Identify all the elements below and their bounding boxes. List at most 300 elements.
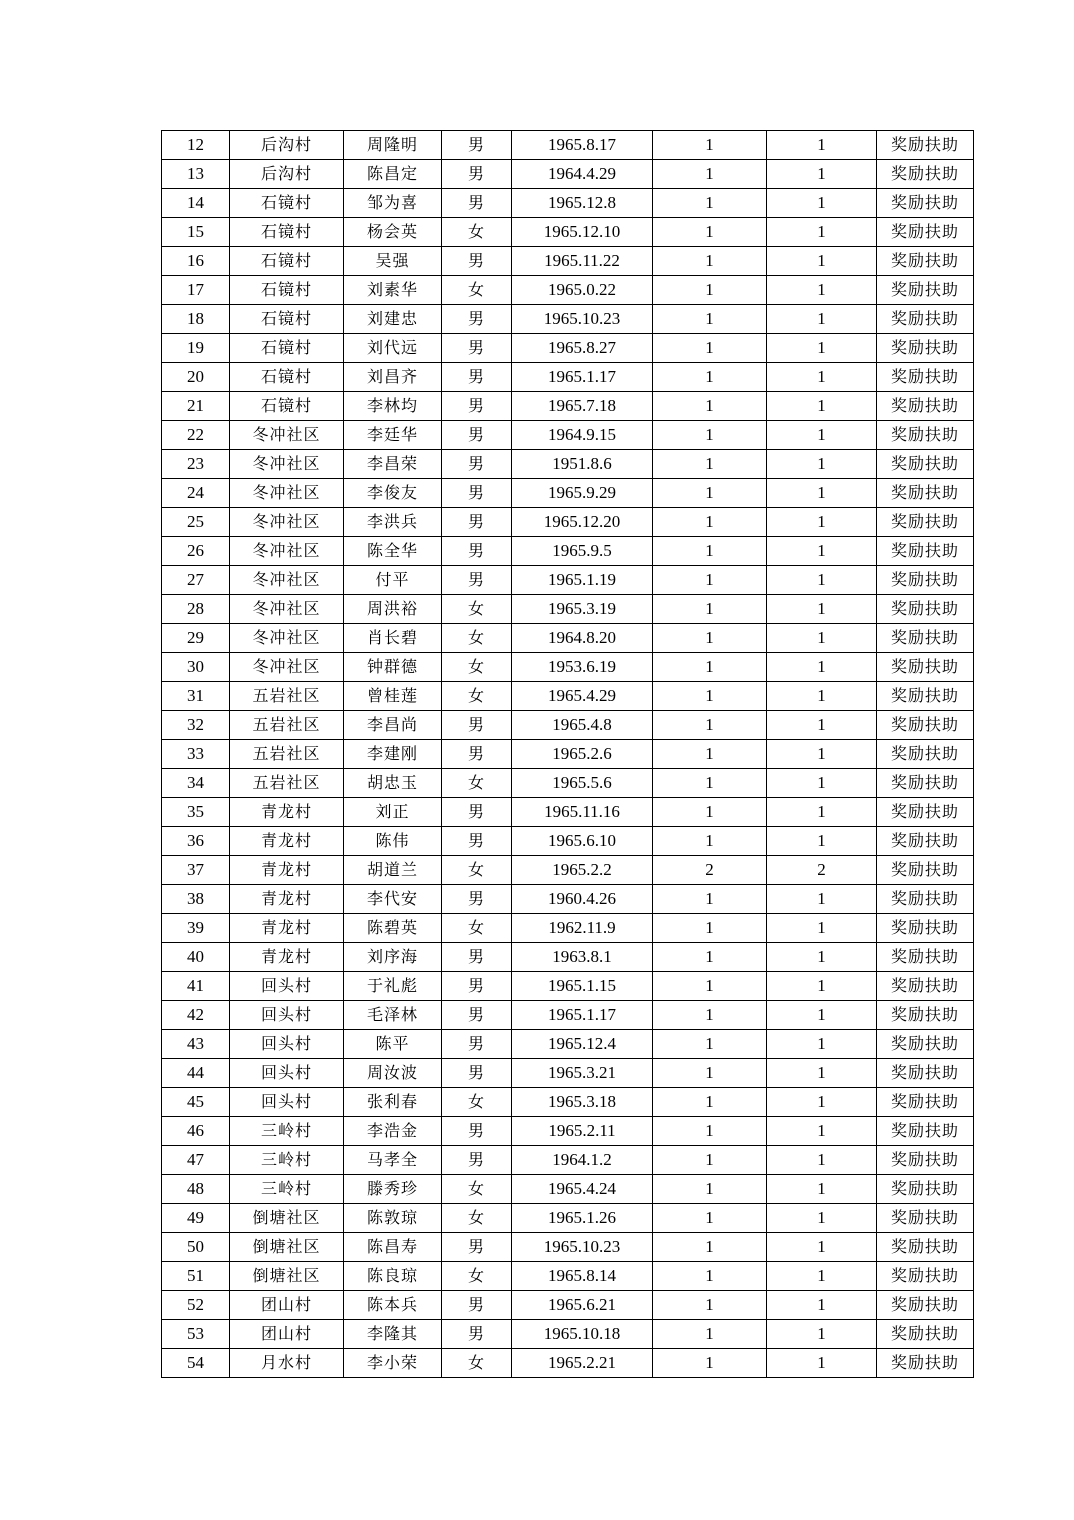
cell-count-b: 1 [767, 247, 877, 276]
cell-birth-date: 1965.12.4 [512, 1030, 653, 1059]
cell-count-a: 1 [653, 479, 767, 508]
cell-village: 三岭村 [230, 1146, 344, 1175]
cell-count-b: 1 [767, 972, 877, 1001]
cell-name: 马孝全 [344, 1146, 442, 1175]
cell-village: 三岭村 [230, 1175, 344, 1204]
cell-count-b: 1 [767, 537, 877, 566]
cell-count-a: 1 [653, 1291, 767, 1320]
table-row [162, 218, 974, 247]
table-row [162, 450, 974, 479]
cell-count-a: 1 [653, 769, 767, 798]
cell-count-a: 1 [653, 131, 767, 160]
cell-gender: 男 [442, 508, 512, 537]
cell-name: 陈昌定 [344, 160, 442, 189]
cell-support-type: 奖励扶助 [877, 1146, 974, 1175]
cell-name: 刘建忠 [344, 305, 442, 334]
cell-support-type: 奖励扶助 [877, 1291, 974, 1320]
cell-gender: 女 [442, 653, 512, 682]
cell-count-b: 1 [767, 450, 877, 479]
cell-count-b: 1 [767, 276, 877, 305]
cell-count-a: 1 [653, 798, 767, 827]
cell-name: 李俊友 [344, 479, 442, 508]
table-row [162, 1146, 974, 1175]
cell-count-b: 1 [767, 1175, 877, 1204]
cell-gender: 男 [442, 421, 512, 450]
cell-gender: 女 [442, 856, 512, 885]
cell-gender: 男 [442, 392, 512, 421]
cell-row-number: 37 [162, 856, 230, 885]
cell-gender: 男 [442, 711, 512, 740]
cell-count-a: 1 [653, 1262, 767, 1291]
cell-birth-date: 1963.8.1 [512, 943, 653, 972]
cell-gender: 女 [442, 624, 512, 653]
cell-support-type: 奖励扶助 [877, 595, 974, 624]
table-row [162, 972, 974, 1001]
cell-support-type: 奖励扶助 [877, 1030, 974, 1059]
cell-support-type: 奖励扶助 [877, 769, 974, 798]
cell-gender: 女 [442, 914, 512, 943]
cell-village: 石镜村 [230, 392, 344, 421]
cell-name: 胡道兰 [344, 856, 442, 885]
cell-gender: 男 [442, 798, 512, 827]
table-row [162, 189, 974, 218]
cell-count-a: 1 [653, 537, 767, 566]
cell-row-number: 17 [162, 276, 230, 305]
cell-birth-date: 1962.11.9 [512, 914, 653, 943]
cell-gender: 男 [442, 827, 512, 856]
cell-gender: 男 [442, 943, 512, 972]
table-row [162, 247, 974, 276]
cell-row-number: 14 [162, 189, 230, 218]
cell-village: 冬冲社区 [230, 479, 344, 508]
cell-birth-date: 1965.8.17 [512, 131, 653, 160]
cell-count-a: 1 [653, 421, 767, 450]
cell-support-type: 奖励扶助 [877, 827, 974, 856]
cell-name: 周洪裕 [344, 595, 442, 624]
table-row [162, 856, 974, 885]
cell-support-type: 奖励扶助 [877, 798, 974, 827]
cell-support-type: 奖励扶助 [877, 1088, 974, 1117]
cell-row-number: 42 [162, 1001, 230, 1030]
cell-village: 石镜村 [230, 305, 344, 334]
cell-count-a: 1 [653, 1349, 767, 1378]
cell-gender: 男 [442, 305, 512, 334]
cell-count-b: 1 [767, 1117, 877, 1146]
cell-gender: 男 [442, 131, 512, 160]
cell-name: 胡忠玉 [344, 769, 442, 798]
cell-gender: 男 [442, 1291, 512, 1320]
cell-name: 于礼彪 [344, 972, 442, 1001]
cell-count-b: 1 [767, 885, 877, 914]
cell-birth-date: 1965.5.6 [512, 769, 653, 798]
cell-support-type: 奖励扶助 [877, 1320, 974, 1349]
cell-birth-date: 1965.9.29 [512, 479, 653, 508]
table-row [162, 1233, 974, 1262]
cell-support-type: 奖励扶助 [877, 1204, 974, 1233]
records-table [161, 130, 974, 1378]
cell-support-type: 奖励扶助 [877, 160, 974, 189]
cell-support-type: 奖励扶助 [877, 1233, 974, 1262]
cell-row-number: 34 [162, 769, 230, 798]
cell-gender: 男 [442, 1117, 512, 1146]
cell-village: 石镜村 [230, 247, 344, 276]
table-body [162, 131, 974, 1378]
cell-count-b: 1 [767, 595, 877, 624]
cell-birth-date: 1965.0.22 [512, 276, 653, 305]
cell-row-number: 44 [162, 1059, 230, 1088]
cell-name: 周隆明 [344, 131, 442, 160]
cell-support-type: 奖励扶助 [877, 189, 974, 218]
cell-gender: 男 [442, 450, 512, 479]
cell-row-number: 49 [162, 1204, 230, 1233]
cell-row-number: 24 [162, 479, 230, 508]
cell-row-number: 21 [162, 392, 230, 421]
cell-row-number: 47 [162, 1146, 230, 1175]
cell-support-type: 奖励扶助 [877, 218, 974, 247]
cell-gender: 女 [442, 218, 512, 247]
cell-village: 月水村 [230, 1349, 344, 1378]
cell-support-type: 奖励扶助 [877, 972, 974, 1001]
cell-gender: 男 [442, 566, 512, 595]
cell-birth-date: 1965.9.5 [512, 537, 653, 566]
cell-village: 团山村 [230, 1320, 344, 1349]
cell-count-b: 1 [767, 566, 877, 595]
cell-support-type: 奖励扶助 [877, 1262, 974, 1291]
cell-count-a: 1 [653, 1088, 767, 1117]
cell-support-type: 奖励扶助 [877, 566, 974, 595]
cell-count-b: 2 [767, 856, 877, 885]
cell-gender: 女 [442, 1175, 512, 1204]
cell-row-number: 41 [162, 972, 230, 1001]
cell-name: 李昌荣 [344, 450, 442, 479]
cell-village: 冬冲社区 [230, 537, 344, 566]
cell-village: 后沟村 [230, 131, 344, 160]
cell-name: 刘素华 [344, 276, 442, 305]
table-row [162, 885, 974, 914]
table-row [162, 566, 974, 595]
cell-row-number: 19 [162, 334, 230, 363]
cell-count-b: 1 [767, 1233, 877, 1262]
cell-support-type: 奖励扶助 [877, 363, 974, 392]
cell-name: 李廷华 [344, 421, 442, 450]
cell-row-number: 54 [162, 1349, 230, 1378]
cell-birth-date: 1965.6.21 [512, 1291, 653, 1320]
table-row [162, 1204, 974, 1233]
cell-village: 倒塘社区 [230, 1262, 344, 1291]
cell-name: 陈伟 [344, 827, 442, 856]
cell-birth-date: 1965.12.20 [512, 508, 653, 537]
cell-name: 毛泽林 [344, 1001, 442, 1030]
cell-birth-date: 1965.8.27 [512, 334, 653, 363]
cell-count-a: 1 [653, 1320, 767, 1349]
cell-name: 滕秀珍 [344, 1175, 442, 1204]
cell-birth-date: 1953.6.19 [512, 653, 653, 682]
cell-row-number: 22 [162, 421, 230, 450]
table-row [162, 1291, 974, 1320]
cell-count-b: 1 [767, 1320, 877, 1349]
cell-count-a: 1 [653, 508, 767, 537]
cell-name: 李浩金 [344, 1117, 442, 1146]
cell-support-type: 奖励扶助 [877, 740, 974, 769]
cell-birth-date: 1965.1.17 [512, 1001, 653, 1030]
cell-count-a: 1 [653, 1001, 767, 1030]
cell-birth-date: 1965.10.23 [512, 1233, 653, 1262]
table-row [162, 1088, 974, 1117]
cell-row-number: 23 [162, 450, 230, 479]
cell-count-a: 1 [653, 1204, 767, 1233]
cell-count-b: 1 [767, 421, 877, 450]
cell-name: 肖长碧 [344, 624, 442, 653]
cell-gender: 男 [442, 1233, 512, 1262]
cell-count-b: 1 [767, 740, 877, 769]
cell-row-number: 48 [162, 1175, 230, 1204]
cell-gender: 男 [442, 537, 512, 566]
cell-row-number: 25 [162, 508, 230, 537]
cell-row-number: 32 [162, 711, 230, 740]
table-row [162, 305, 974, 334]
cell-count-a: 1 [653, 566, 767, 595]
cell-support-type: 奖励扶助 [877, 508, 974, 537]
cell-row-number: 45 [162, 1088, 230, 1117]
cell-row-number: 52 [162, 1291, 230, 1320]
cell-support-type: 奖励扶助 [877, 450, 974, 479]
cell-count-b: 1 [767, 189, 877, 218]
cell-birth-date: 1965.3.18 [512, 1088, 653, 1117]
cell-birth-date: 1965.12.8 [512, 189, 653, 218]
cell-birth-date: 1965.4.24 [512, 1175, 653, 1204]
cell-name: 刘序海 [344, 943, 442, 972]
cell-count-a: 1 [653, 247, 767, 276]
table-row [162, 595, 974, 624]
cell-row-number: 51 [162, 1262, 230, 1291]
cell-gender: 男 [442, 160, 512, 189]
table-row [162, 653, 974, 682]
cell-support-type: 奖励扶助 [877, 624, 974, 653]
cell-village: 冬冲社区 [230, 450, 344, 479]
cell-birth-date: 1965.4.29 [512, 682, 653, 711]
cell-gender: 女 [442, 1204, 512, 1233]
cell-support-type: 奖励扶助 [877, 1059, 974, 1088]
table-row [162, 363, 974, 392]
cell-row-number: 15 [162, 218, 230, 247]
cell-row-number: 40 [162, 943, 230, 972]
cell-row-number: 50 [162, 1233, 230, 1262]
cell-village: 回头村 [230, 1001, 344, 1030]
table-row [162, 769, 974, 798]
cell-support-type: 奖励扶助 [877, 537, 974, 566]
table-row [162, 160, 974, 189]
cell-count-a: 1 [653, 885, 767, 914]
cell-birth-date: 1965.1.26 [512, 1204, 653, 1233]
cell-count-b: 1 [767, 305, 877, 334]
cell-support-type: 奖励扶助 [877, 711, 974, 740]
cell-village: 五岩社区 [230, 682, 344, 711]
cell-count-a: 1 [653, 1030, 767, 1059]
cell-row-number: 33 [162, 740, 230, 769]
cell-birth-date: 1964.4.29 [512, 160, 653, 189]
cell-support-type: 奖励扶助 [877, 1175, 974, 1204]
cell-name: 李代安 [344, 885, 442, 914]
cell-birth-date: 1965.8.14 [512, 1262, 653, 1291]
cell-village: 倒塘社区 [230, 1233, 344, 1262]
cell-row-number: 26 [162, 537, 230, 566]
cell-village: 青龙村 [230, 827, 344, 856]
cell-gender: 女 [442, 1088, 512, 1117]
table-row [162, 827, 974, 856]
cell-village: 石镜村 [230, 276, 344, 305]
table-row [162, 1262, 974, 1291]
cell-count-b: 1 [767, 1204, 877, 1233]
table-row [162, 334, 974, 363]
cell-count-a: 1 [653, 160, 767, 189]
cell-birth-date: 1964.9.15 [512, 421, 653, 450]
cell-count-a: 1 [653, 189, 767, 218]
cell-row-number: 36 [162, 827, 230, 856]
table-row [162, 479, 974, 508]
cell-count-a: 1 [653, 740, 767, 769]
cell-village: 青龙村 [230, 798, 344, 827]
table-row [162, 798, 974, 827]
cell-name: 付平 [344, 566, 442, 595]
cell-count-b: 1 [767, 827, 877, 856]
table-row [162, 1175, 974, 1204]
table-row [162, 508, 974, 537]
cell-count-b: 1 [767, 1146, 877, 1175]
cell-name: 陈本兵 [344, 1291, 442, 1320]
cell-row-number: 28 [162, 595, 230, 624]
cell-count-b: 1 [767, 624, 877, 653]
cell-gender: 女 [442, 769, 512, 798]
table-row [162, 1030, 974, 1059]
cell-count-a: 1 [653, 363, 767, 392]
cell-row-number: 30 [162, 653, 230, 682]
cell-birth-date: 1965.2.6 [512, 740, 653, 769]
cell-count-b: 1 [767, 131, 877, 160]
cell-village: 青龙村 [230, 856, 344, 885]
cell-count-a: 1 [653, 334, 767, 363]
cell-village: 冬冲社区 [230, 508, 344, 537]
cell-village: 冬冲社区 [230, 595, 344, 624]
cell-birth-date: 1965.2.2 [512, 856, 653, 885]
table-row [162, 740, 974, 769]
cell-birth-date: 1965.4.8 [512, 711, 653, 740]
cell-village: 倒塘社区 [230, 1204, 344, 1233]
cell-count-b: 1 [767, 334, 877, 363]
cell-gender: 男 [442, 1030, 512, 1059]
cell-name: 李建刚 [344, 740, 442, 769]
cell-village: 冬冲社区 [230, 566, 344, 595]
cell-name: 刘正 [344, 798, 442, 827]
cell-count-a: 1 [653, 653, 767, 682]
cell-village: 石镜村 [230, 363, 344, 392]
cell-row-number: 38 [162, 885, 230, 914]
cell-village: 回头村 [230, 972, 344, 1001]
cell-support-type: 奖励扶助 [877, 682, 974, 711]
cell-count-a: 1 [653, 624, 767, 653]
table-row [162, 914, 974, 943]
cell-count-b: 1 [767, 1349, 877, 1378]
cell-support-type: 奖励扶助 [877, 247, 974, 276]
cell-count-a: 1 [653, 218, 767, 247]
cell-name: 周汝波 [344, 1059, 442, 1088]
cell-support-type: 奖励扶助 [877, 1117, 974, 1146]
cell-count-b: 1 [767, 914, 877, 943]
cell-gender: 男 [442, 1320, 512, 1349]
cell-support-type: 奖励扶助 [877, 131, 974, 160]
cell-gender: 男 [442, 334, 512, 363]
cell-support-type: 奖励扶助 [877, 943, 974, 972]
table-row [162, 1349, 974, 1378]
cell-village: 后沟村 [230, 160, 344, 189]
cell-count-b: 1 [767, 653, 877, 682]
cell-count-b: 1 [767, 508, 877, 537]
cell-birth-date: 1965.3.19 [512, 595, 653, 624]
cell-gender: 男 [442, 1059, 512, 1088]
cell-count-a: 1 [653, 943, 767, 972]
cell-count-a: 1 [653, 450, 767, 479]
cell-gender: 男 [442, 885, 512, 914]
cell-birth-date: 1965.1.15 [512, 972, 653, 1001]
cell-name: 陈敦琼 [344, 1204, 442, 1233]
cell-name: 李隆其 [344, 1320, 442, 1349]
cell-support-type: 奖励扶助 [877, 305, 974, 334]
cell-name: 李小荣 [344, 1349, 442, 1378]
cell-row-number: 39 [162, 914, 230, 943]
cell-count-a: 1 [653, 595, 767, 624]
cell-support-type: 奖励扶助 [877, 276, 974, 305]
table-row [162, 276, 974, 305]
cell-count-a: 1 [653, 1233, 767, 1262]
cell-village: 团山村 [230, 1291, 344, 1320]
cell-support-type: 奖励扶助 [877, 479, 974, 508]
cell-count-b: 1 [767, 392, 877, 421]
table-row [162, 131, 974, 160]
cell-count-a: 1 [653, 827, 767, 856]
cell-row-number: 12 [162, 131, 230, 160]
cell-gender: 女 [442, 1262, 512, 1291]
cell-gender: 男 [442, 1146, 512, 1175]
cell-village: 青龙村 [230, 943, 344, 972]
cell-row-number: 53 [162, 1320, 230, 1349]
cell-count-a: 1 [653, 1175, 767, 1204]
cell-village: 冬冲社区 [230, 421, 344, 450]
cell-birth-date: 1965.10.18 [512, 1320, 653, 1349]
cell-count-b: 1 [767, 769, 877, 798]
table-row [162, 682, 974, 711]
cell-village: 五岩社区 [230, 711, 344, 740]
cell-count-a: 1 [653, 392, 767, 421]
cell-name: 陈良琼 [344, 1262, 442, 1291]
cell-birth-date: 1960.4.26 [512, 885, 653, 914]
cell-village: 回头村 [230, 1088, 344, 1117]
cell-village: 石镜村 [230, 218, 344, 247]
cell-count-b: 1 [767, 1088, 877, 1117]
table-row [162, 624, 974, 653]
cell-support-type: 奖励扶助 [877, 885, 974, 914]
cell-gender: 男 [442, 1001, 512, 1030]
cell-support-type: 奖励扶助 [877, 914, 974, 943]
cell-count-b: 1 [767, 943, 877, 972]
table-row [162, 392, 974, 421]
cell-name: 刘代远 [344, 334, 442, 363]
cell-name: 陈平 [344, 1030, 442, 1059]
cell-row-number: 20 [162, 363, 230, 392]
cell-birth-date: 1965.2.21 [512, 1349, 653, 1378]
cell-village: 回头村 [230, 1030, 344, 1059]
cell-village: 三岭村 [230, 1117, 344, 1146]
cell-birth-date: 1965.1.19 [512, 566, 653, 595]
cell-gender: 女 [442, 595, 512, 624]
